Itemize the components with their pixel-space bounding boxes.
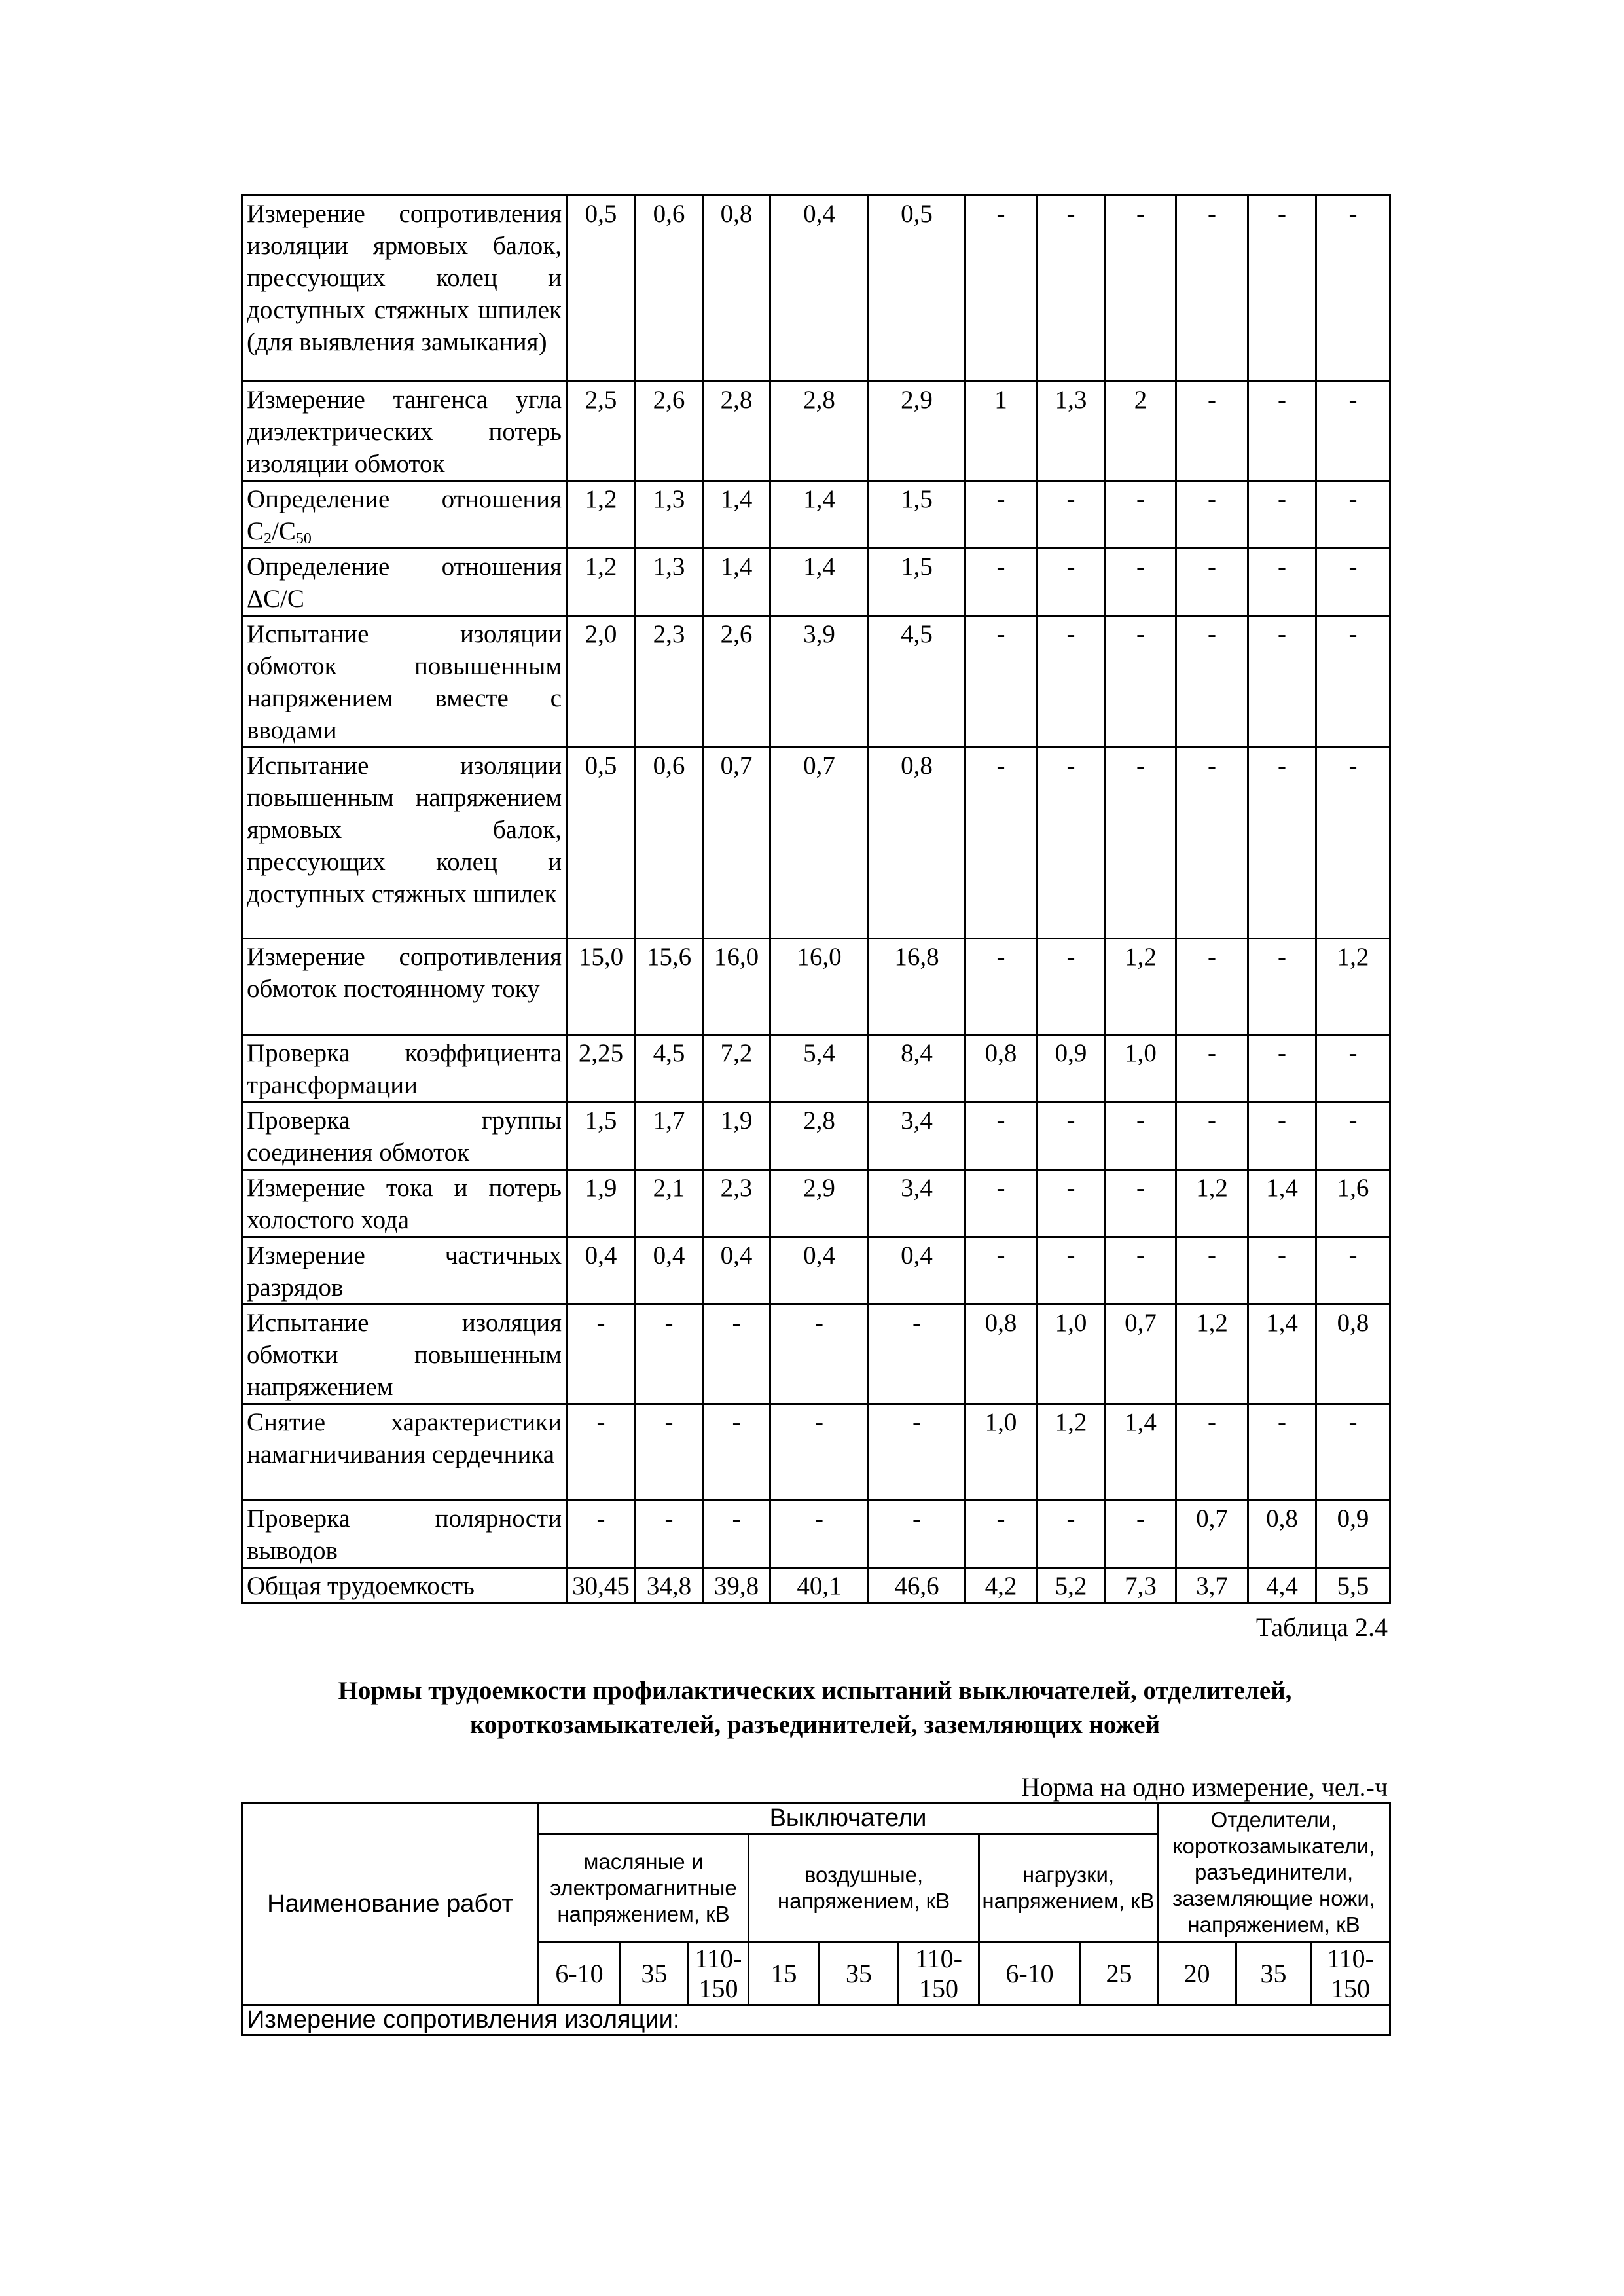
value-cell: 4,4	[1248, 1568, 1316, 1603]
value-cell: 7,3	[1106, 1568, 1176, 1603]
value-cell: 2,8	[703, 382, 770, 481]
value-cell: -	[965, 748, 1037, 939]
value-cell: 1,4	[770, 481, 869, 549]
value-cell: 0,4	[703, 1237, 770, 1305]
value-cell: 2,1	[636, 1170, 703, 1237]
value-cell: 1,3	[1037, 382, 1106, 481]
header-row	[242, 1803, 1390, 1834]
value-cell: -	[1106, 748, 1176, 939]
section-row-label: Измерение сопротивления изоляции:	[242, 2005, 1390, 2035]
value-cell: -	[567, 1404, 636, 1501]
table-row	[242, 549, 1390, 616]
value-cell: 1	[965, 382, 1037, 481]
other-devices-group-header: Отделители, короткозамыкатели, разъединители, заземляющие ножи, напряжением, кВ	[1158, 1803, 1390, 1942]
value-cell: -	[1037, 1237, 1106, 1305]
value-cell: 5,2	[1037, 1568, 1106, 1603]
voltage-header: 110-150	[689, 1942, 749, 2005]
labor-norms-table-transformers	[241, 194, 1391, 1604]
value-cell: -	[1176, 748, 1248, 939]
value-cell: 46,6	[869, 1568, 965, 1603]
value-cell: 40,1	[770, 1568, 869, 1603]
value-cell: -	[1316, 616, 1390, 748]
value-cell: -	[567, 1501, 636, 1568]
value-cell: 0,6	[636, 748, 703, 939]
work-name-cell: Общая трудоемкость	[242, 1568, 567, 1603]
table-row	[242, 481, 1390, 549]
value-cell: 2,9	[869, 382, 965, 481]
work-name-cell: Испытание изоляции повышенным напряжением ярмовых балок, прессующих колец и доступных стяжных шпилек	[242, 748, 567, 939]
value-cell: 0,5	[567, 196, 636, 382]
value-cell: 1,4	[1248, 1305, 1316, 1404]
value-cell: -	[1176, 196, 1248, 382]
value-cell: 2,3	[703, 1170, 770, 1237]
work-name-text: Определение отношения C	[247, 485, 562, 545]
voltage-header: 35	[820, 1942, 899, 2005]
value-cell: -	[703, 1305, 770, 1404]
value-cell: 1,7	[636, 1102, 703, 1170]
value-cell: -	[636, 1404, 703, 1501]
value-cell: -	[1176, 549, 1248, 616]
table-row	[242, 616, 1390, 748]
value-cell: 2,8	[770, 1102, 869, 1170]
value-cell: 4,5	[636, 1035, 703, 1102]
value-cell: 5,4	[770, 1035, 869, 1102]
value-cell: -	[1316, 1035, 1390, 1102]
value-cell: -	[1316, 1237, 1390, 1305]
value-cell: -	[965, 196, 1037, 382]
table-number-label: Таблица 2.4	[1255, 1613, 1388, 1642]
value-cell: 2,25	[567, 1035, 636, 1102]
voltage-header: 15	[749, 1942, 820, 2005]
voltage-header: 35	[621, 1942, 689, 2005]
value-cell: 0,8	[869, 748, 965, 939]
work-name-cell: Измерение сопротивления изоляции ярмовых балок, прессующих колец и доступных стяжных шпилек (для выявления замыкания)	[242, 196, 567, 382]
value-cell: 2	[1106, 382, 1176, 481]
voltage-header: 110-150	[1311, 1942, 1390, 2005]
work-name-cell: Определение отношения ΔC/C	[242, 549, 567, 616]
value-cell: 5,5	[1316, 1568, 1390, 1603]
value-cell: -	[1316, 549, 1390, 616]
value-cell: 1,2	[1176, 1305, 1248, 1404]
value-cell: 2,8	[770, 382, 869, 481]
value-cell: -	[1176, 1102, 1248, 1170]
value-cell: -	[1176, 1404, 1248, 1501]
value-cell: 0,6	[636, 196, 703, 382]
work-name-cell: Измерение тока и потерь холостого хода	[242, 1170, 567, 1237]
value-cell: -	[1106, 1170, 1176, 1237]
value-cell: 1,5	[869, 481, 965, 549]
voltage-header: 110-150	[899, 1942, 979, 2005]
value-cell: -	[965, 1170, 1037, 1237]
value-cell: 15,0	[567, 939, 636, 1035]
value-cell: -	[1316, 196, 1390, 382]
value-cell: -	[1176, 1237, 1248, 1305]
value-cell: 0,8	[1248, 1501, 1316, 1568]
value-cell: 0,8	[1316, 1305, 1390, 1404]
value-cell: 39,8	[703, 1568, 770, 1603]
value-cell: 1,0	[1037, 1305, 1106, 1404]
value-cell: 4,2	[965, 1568, 1037, 1603]
value-cell: 4,5	[869, 616, 965, 748]
value-cell: -	[1037, 549, 1106, 616]
value-cell: -	[965, 1102, 1037, 1170]
value-cell: -	[1248, 1404, 1316, 1501]
value-cell: 0,8	[703, 196, 770, 382]
value-cell: -	[1176, 616, 1248, 748]
value-cell: 0,7	[703, 748, 770, 939]
work-name-cell: Измерение частичных разрядов	[242, 1237, 567, 1305]
voltage-header: 35	[1236, 1942, 1311, 2005]
value-cell: -	[869, 1501, 965, 1568]
value-cell: 30,45	[567, 1568, 636, 1603]
value-cell: 0,8	[965, 1035, 1037, 1102]
value-cell: 1,2	[1176, 1170, 1248, 1237]
value-cell: 34,8	[636, 1568, 703, 1603]
value-cell: -	[869, 1305, 965, 1404]
value-cell: -	[1176, 382, 1248, 481]
value-cell: -	[1037, 481, 1106, 549]
work-name-text: /C	[272, 517, 296, 545]
work-name-cell: Измерение тангенса угла диэлектрических потерь изоляции обмоток	[242, 382, 567, 481]
table-heading-line: короткозамыкателей, разъединителей, заземляющих ножей	[469, 1711, 1161, 1739]
value-cell: -	[1037, 1102, 1106, 1170]
value-cell: -	[1176, 481, 1248, 549]
table1-body	[242, 196, 1390, 1603]
value-cell: 0,5	[869, 196, 965, 382]
value-cell: -	[1176, 1035, 1248, 1102]
value-cell: -	[1248, 1102, 1316, 1170]
table-row	[242, 1404, 1390, 1501]
value-cell: 1,3	[636, 549, 703, 616]
switches-group-header: Выключатели	[539, 1803, 1158, 1834]
value-cell: 0,7	[1176, 1501, 1248, 1568]
value-cell: 1,2	[1037, 1404, 1106, 1501]
value-cell: -	[965, 1237, 1037, 1305]
value-cell: 1,3	[636, 481, 703, 549]
value-cell: -	[1248, 748, 1316, 939]
value-cell: -	[1106, 616, 1176, 748]
load-switches-header: нагрузки, напряжением, кВ	[979, 1834, 1158, 1942]
value-cell: 0,9	[1037, 1035, 1106, 1102]
value-cell: -	[770, 1305, 869, 1404]
value-cell: -	[1037, 1501, 1106, 1568]
value-cell: 1,2	[1316, 939, 1390, 1035]
table-row	[242, 1237, 1390, 1305]
value-cell: 16,0	[703, 939, 770, 1035]
value-cell: -	[1248, 616, 1316, 748]
name-column-header: Наименование работ	[242, 1803, 539, 2005]
work-name-cell: Испытание изоляция обмотки повышенным напряжением	[242, 1305, 567, 1404]
value-cell: -	[636, 1501, 703, 1568]
value-cell: 2,3	[636, 616, 703, 748]
table-row	[242, 939, 1390, 1035]
value-cell: -	[965, 616, 1037, 748]
value-cell: -	[703, 1501, 770, 1568]
value-cell: 2,0	[567, 616, 636, 748]
value-cell: 1,4	[1248, 1170, 1316, 1237]
value-cell: 0,7	[770, 748, 869, 939]
value-cell: -	[1037, 196, 1106, 382]
subscript: 2	[264, 530, 272, 547]
value-cell: 7,2	[703, 1035, 770, 1102]
table-heading-line: Нормы трудоемкости профилактических испытаний выключателей, отделителей,	[338, 1677, 1292, 1705]
value-cell: 15,6	[636, 939, 703, 1035]
value-cell: -	[770, 1404, 869, 1501]
value-cell: -	[965, 481, 1037, 549]
value-cell: 1,6	[1316, 1170, 1390, 1237]
value-cell: -	[1248, 481, 1316, 549]
work-name-cell: Испытание изоляции обмоток повышенным напряжением вместе с вводами	[242, 616, 567, 748]
table-row	[242, 1035, 1390, 1102]
work-name-cell: Проверка полярности выводов	[242, 1501, 567, 1568]
value-cell: -	[1316, 382, 1390, 481]
table-row	[242, 2005, 1390, 2035]
value-cell: 1,2	[567, 549, 636, 616]
subscript: 50	[295, 530, 312, 547]
value-cell: -	[1106, 549, 1176, 616]
value-cell: -	[1248, 549, 1316, 616]
work-name-cell: Проверка группы соединения обмоток	[242, 1102, 567, 1170]
value-cell: 0,9	[1316, 1501, 1390, 1568]
voltage-header: 6-10	[979, 1942, 1081, 2005]
value-cell: -	[703, 1404, 770, 1501]
value-cell: -	[1248, 382, 1316, 481]
value-cell: 3,4	[869, 1102, 965, 1170]
value-cell: 1,0	[1106, 1035, 1176, 1102]
oil-switches-header: масляные и электромагнитные напряжением, кВ	[539, 1834, 749, 1942]
voltage-header: 6-10	[539, 1942, 621, 2005]
value-cell: 1,5	[567, 1102, 636, 1170]
value-cell: 1,2	[567, 481, 636, 549]
value-cell: -	[1106, 196, 1176, 382]
value-cell: 16,0	[770, 939, 869, 1035]
value-cell: 1,4	[703, 549, 770, 616]
value-cell: -	[965, 549, 1037, 616]
total-row	[242, 1568, 1390, 1603]
work-name-cell: Проверка коэффициента трансформации	[242, 1035, 567, 1102]
voltage-header: 25	[1081, 1942, 1158, 2005]
value-cell: 1,4	[703, 481, 770, 549]
value-cell: 0,8	[965, 1305, 1037, 1404]
value-cell: -	[1106, 1102, 1176, 1170]
work-name-cell: Снятие характеристики намагничивания сердечника	[242, 1404, 567, 1501]
air-switches-header: воздушные, напряжением, кВ	[749, 1834, 979, 1942]
value-cell: 2,6	[636, 382, 703, 481]
value-cell: 0,4	[869, 1237, 965, 1305]
value-cell: -	[567, 1305, 636, 1404]
value-cell: -	[1316, 481, 1390, 549]
value-cell: -	[1037, 616, 1106, 748]
labor-norms-table-switches	[241, 1802, 1391, 2036]
value-cell: -	[1176, 939, 1248, 1035]
value-cell: 2,6	[703, 616, 770, 748]
value-cell: 1,0	[965, 1404, 1037, 1501]
value-cell: -	[869, 1404, 965, 1501]
value-cell: 8,4	[869, 1035, 965, 1102]
value-cell: 0,4	[770, 1237, 869, 1305]
voltage-header: 20	[1158, 1942, 1236, 2005]
value-cell: 1,9	[703, 1102, 770, 1170]
value-cell: -	[1316, 1102, 1390, 1170]
value-cell: 0,7	[1106, 1305, 1176, 1404]
value-cell: -	[1248, 196, 1316, 382]
value-cell: -	[1037, 748, 1106, 939]
value-cell: 1,5	[869, 549, 965, 616]
table-row	[242, 196, 1390, 382]
value-cell: -	[636, 1305, 703, 1404]
value-cell: 0,4	[567, 1237, 636, 1305]
value-cell: 3,9	[770, 616, 869, 748]
value-cell: -	[1106, 481, 1176, 549]
value-cell: 0,4	[636, 1237, 703, 1305]
value-cell: 1,9	[567, 1170, 636, 1237]
value-cell: 1,2	[1106, 939, 1176, 1035]
value-cell: 1,4	[1106, 1404, 1176, 1501]
value-cell: -	[1037, 1170, 1106, 1237]
table-heading	[236, 1674, 1394, 1742]
value-cell: 2,9	[770, 1170, 869, 1237]
value-cell: 3,4	[869, 1170, 965, 1237]
table-row	[242, 1102, 1390, 1170]
table-row	[242, 1305, 1390, 1404]
value-cell: -	[1037, 939, 1106, 1035]
value-cell: 16,8	[869, 939, 965, 1035]
value-cell: 3,7	[1176, 1568, 1248, 1603]
value-cell: -	[1316, 748, 1390, 939]
work-name-cell: Измерение сопротивления обмоток постоянному току	[242, 939, 567, 1035]
value-cell: -	[1248, 1035, 1316, 1102]
value-cell: 1,4	[770, 549, 869, 616]
value-cell: -	[1106, 1501, 1176, 1568]
table-row	[242, 382, 1390, 481]
table-row	[242, 748, 1390, 939]
work-name-cell	[242, 481, 567, 549]
value-cell: -	[1316, 1404, 1390, 1501]
value-cell: -	[965, 939, 1037, 1035]
value-cell: 2,5	[567, 382, 636, 481]
value-cell: -	[965, 1501, 1037, 1568]
value-cell: 0,5	[567, 748, 636, 939]
unit-note: Норма на одно измерение, чел.-ч	[1020, 1772, 1388, 1802]
value-cell: -	[770, 1501, 869, 1568]
value-cell: -	[1248, 1237, 1316, 1305]
table-row	[242, 1170, 1390, 1237]
value-cell: -	[1248, 939, 1316, 1035]
value-cell: -	[1106, 1237, 1176, 1305]
table-row	[242, 1501, 1390, 1568]
value-cell: 0,4	[770, 196, 869, 382]
